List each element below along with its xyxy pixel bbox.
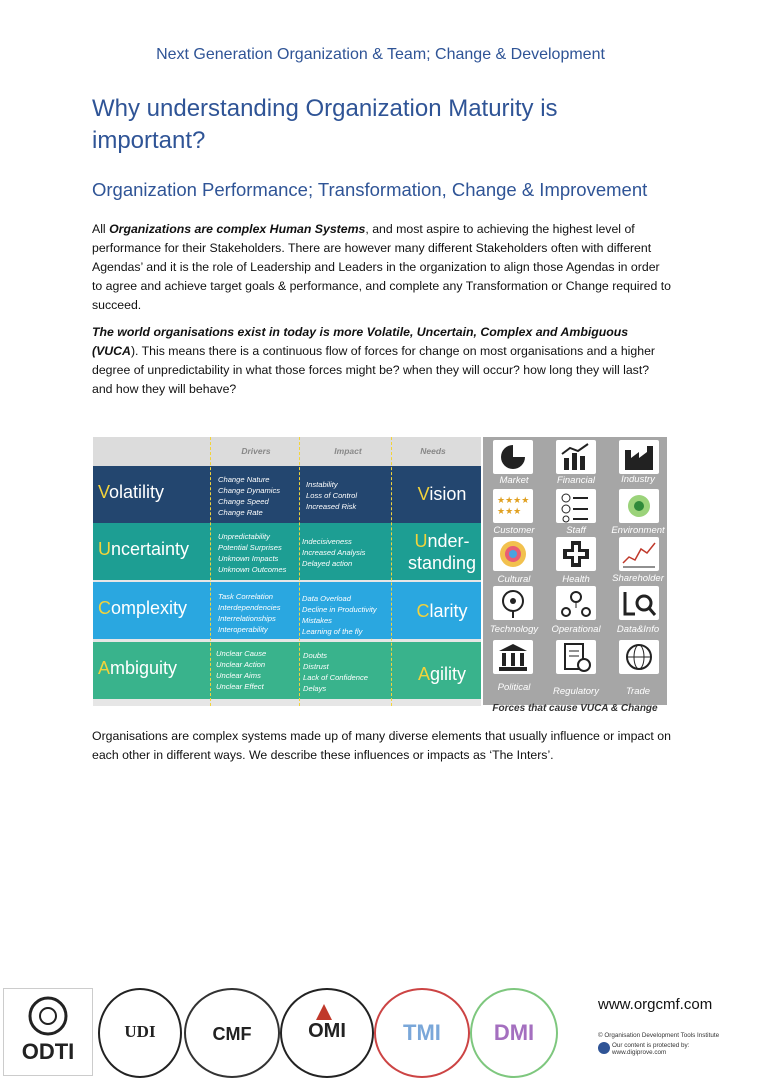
star-rating-icon (493, 489, 533, 523)
impact-list: Doubts Distrust Lack of Confidence Delays (303, 651, 369, 693)
vuca-need: Clarity (416, 601, 468, 621)
paragraph-1: All Organizations are complex Human Systems, and most aspire to achieving the highest level of performance for their Stakeholders. There are however many different Stakeholders often with different Agendas’ and it is the role of Leadership and Leaders in the organization to align those Agendas in order to agree and achieve target goals & performance, and complete any Transformation or Change required to succeed. (92, 222, 671, 312)
header-needs: Needs (420, 446, 446, 456)
recycle-icon (619, 489, 659, 523)
forces-caption: Forces that cause VUCA & Change (492, 703, 658, 714)
svg-text:★★★★: ★★★★ (497, 495, 530, 505)
vuca-need: Under- standing (407, 531, 477, 573)
footer-logo-udi: UDI (98, 988, 182, 1078)
vuca-table (93, 437, 481, 706)
drivers-list: Unpredictability Potential Surprises Unknown Impacts Unknown Outcomes (218, 532, 287, 574)
vuca-need: Agility (417, 664, 467, 684)
column-divider (210, 437, 211, 706)
force-label: Technology (489, 624, 539, 635)
globe-trade-icon (619, 640, 659, 674)
government-building-icon (493, 640, 533, 674)
force-label: Customer (493, 525, 535, 536)
digiprove-icon (598, 1042, 610, 1054)
footer-logo-omi: OMI (280, 988, 374, 1078)
vuca-header-row (93, 437, 481, 466)
vuca-term: Uncertainty (98, 539, 190, 559)
operations-gear-icon (556, 586, 596, 620)
drivers-list: Unclear Cause Unclear Action Unclear Aims Unclear Effect (216, 649, 267, 691)
force-label: Market (499, 475, 529, 486)
factory-icon (619, 440, 659, 474)
vuca-term: Volatility (98, 482, 165, 502)
footer-logo-cmf: CMF (184, 988, 280, 1078)
paragraph-2: The world organisations exist in today is more Volatile, Uncertain, Complex and Ambiguous (VUCA). This means there is a continuous flow of forces for change on most organisations and a higher degree of unpredictability in what those forces might be? when they will occur? how long they will last? and how they will behave? (92, 325, 655, 396)
footer-protected-line1: Our content is protected by: (612, 1042, 690, 1049)
footer-copyright: © Organisation Development Tools Institute (598, 1032, 720, 1039)
force-label: Trade (625, 686, 651, 697)
force-label: Cultural (497, 574, 531, 585)
drivers-list: Change Nature Change Dynamics Change Speed Change Rate (218, 475, 281, 517)
force-label: Environment (611, 525, 665, 536)
vuca-row-complexity (93, 582, 481, 639)
vuca-need: Vision (417, 484, 467, 504)
page-title: Why understanding Organization Maturity is important? (92, 95, 558, 154)
regulatory-document-icon (556, 640, 596, 674)
force-label: Political (497, 682, 531, 693)
force-label: Staff (566, 525, 586, 536)
force-label: Regulatory (553, 686, 599, 697)
force-label: Financial (556, 475, 596, 486)
vuca-term: Complexity (98, 598, 188, 618)
pie-chart-icon (493, 440, 533, 474)
staff-feedback-icon (556, 489, 596, 523)
medical-cross-icon (556, 537, 596, 571)
force-label: Health (562, 574, 590, 585)
footer-logo-dmi: DMI (470, 988, 558, 1078)
running-header: Next Generation Organization & Team; Change & Development (156, 46, 605, 63)
financial-chart-icon (556, 440, 596, 474)
vuca-row-ambiguity (93, 642, 481, 699)
force-label: Data&Info (616, 624, 660, 635)
footer-logo-odti: ODTI (3, 988, 93, 1076)
impact-list: Data Overload Decline in Productivity Mistakes Learning of the fly (302, 594, 377, 636)
technology-icon (493, 586, 533, 620)
footer-website[interactable]: www.orgcmf.com (598, 996, 713, 1013)
stock-chart-icon (619, 537, 659, 571)
section-subtitle: Organization Performance; Transformation, Change & Improvement (92, 179, 648, 200)
header-impact: Impact (334, 446, 362, 456)
force-label: Industry (621, 474, 655, 485)
force-label: Shareholder (612, 573, 664, 584)
header-drivers: Drivers (241, 446, 271, 456)
vuca-row-uncertainty (93, 523, 481, 580)
data-search-icon (619, 586, 659, 620)
footer-logo-tmi: TMI (374, 988, 470, 1078)
column-divider (299, 437, 300, 706)
vuca-term: Ambiguity (98, 658, 178, 678)
force-label: Operational (551, 624, 601, 635)
paragraph-3: Organisations are complex systems made up of many diverse elements that usually influence or impact on each other in different ways. We describe these influences or impacts as ‘The Inters’. (92, 729, 671, 762)
forces-grid (483, 437, 667, 705)
svg-text:★★★: ★★★ (497, 506, 522, 516)
impact-list: Indecisiveness Increased Analysis Delayed action (302, 537, 366, 568)
footer-protected-line2: www.digiprove.com (612, 1049, 667, 1056)
impact-list: Instability Loss of Control Increased Risk (306, 480, 358, 511)
vuca-row-volatility (93, 466, 481, 523)
drivers-list: Task Correlation Interdependencies Interrelationships Interoperability (218, 592, 281, 634)
people-circle-icon (493, 537, 533, 571)
column-divider (391, 437, 392, 706)
